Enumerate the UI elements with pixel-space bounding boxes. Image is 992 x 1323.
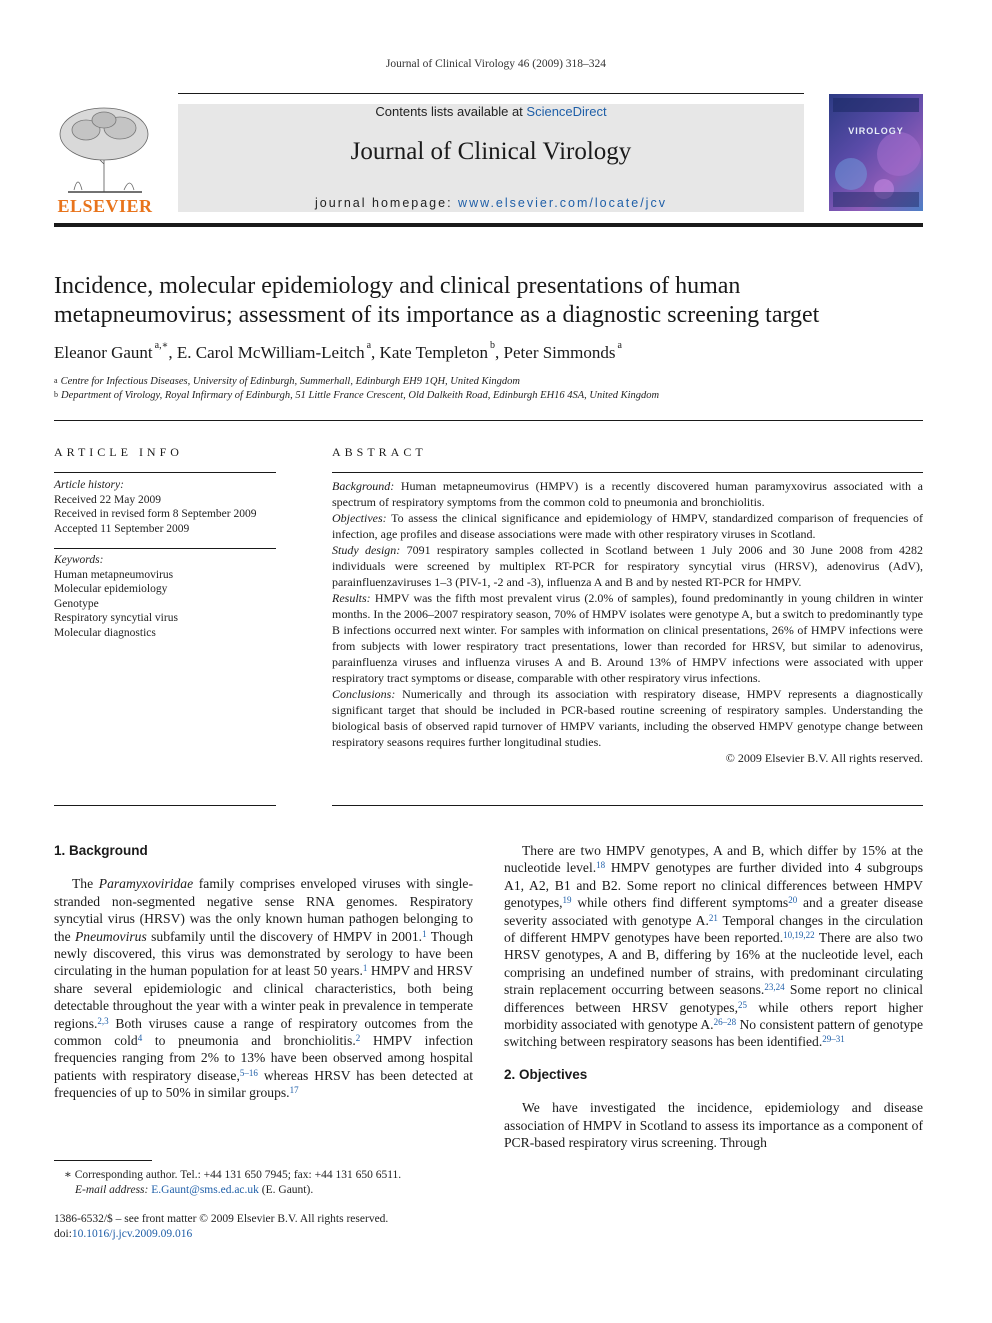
abstract-text: 7091 respiratory samples collected in Scotland between 1 July 2006 and 30 June 2008 from 4282 individuals were screened by multiplex RT-PCR for respiratory syncytial virus (HRSV), adenovirus (AdV), parainfluenzaviruses 1–3 (PIV-1, -2 and -3), influenza A and B and by nested RT-PCR for HMPV. [332,543,923,589]
doi-prefix: doi: [54,1227,72,1240]
doi-link[interactable]: 10.1016/j.jcv.2009.09.016 [71,1227,193,1240]
issn-line: 1386-6532/$ – see front matter © 2009 Elsevier B.V. All rights reserved. [54,1213,389,1225]
abstract-text: HMPV was the fifth most prevalent virus (2.0% of samples), found predominantly in young children in winter months. In the 2006–2007 respiratory season, 70% of HMPV isolates were genotype A, but a switch to predominantly type B infections occurred next winter. For samples with information on clinical presentations, 26% of HMPV infections were from subjects with lower respiratory tract presentations, lower than recorded for HRSV, but similar to adenovirus, parainfluenza viruses and influenza viruses A and B. Around 13% of HMPV infections were associated with upper respiratory tract symptoms or disease, comparable with other respiratory virus infections. [332,591,923,685]
reference-link[interactable]: 4 [137,1033,143,1044]
footnote-rule [54,1160,152,1161]
reference-link[interactable]: 29–31 [822,1034,845,1045]
history-label: Article history: [54,479,124,491]
abstract-bottom-rule [332,805,923,806]
keyword: Respiratory syncytial virus [54,612,178,624]
keywords-rule [54,548,276,549]
reference-link[interactable]: 2 [355,1033,361,1044]
author-separator: , [168,343,177,362]
author-separator: , [371,343,380,362]
body-column-right [504,842,923,1152]
front-matter [54,1212,494,1241]
abstract-text: Numerically and through its association with respiratory disease, HMPV represents a diagnostically significant target that should be included in PCR-based routine screening of respiratory samples. Understanding the biological basis of observed rapid turnover of HMPV variants, including the observed HMPV genotype change between respiratory seasons requires further longitudinal studies. [332,687,923,749]
reference-link[interactable]: 19 [562,895,572,906]
section-heading-background: 1. Background [54,843,148,858]
reference-link[interactable]: 18 [596,860,606,871]
reference-link[interactable]: 2,3 [97,1015,109,1026]
affiliation-a [54,376,934,387]
reference-link[interactable]: 25 [738,999,747,1010]
abstract-label: Results: [332,591,371,605]
homepage-line [178,196,804,210]
paragraph: We have investigated the incidence, epidemiology and disease association of HMPV in Scotland to assess its importance as a component of PCR-based respiratory virus screening. Through [504,1100,923,1151]
abstract-label: Conclusions: [332,687,396,701]
body-column-left [54,842,473,1102]
cover-art-icon [829,94,923,211]
author-affil-mark: a [366,340,372,351]
footnotes [64,1168,484,1197]
abstract-label: Study design: [332,543,401,557]
author[interactable] [54,340,169,362]
keyword: Human metapneumovirus [54,568,174,581]
abstract-label: Objectives: [332,511,387,525]
author-affil-mark: b [490,340,496,351]
keyword: Molecular epidemiology [54,583,168,595]
reference-link[interactable]: 1 [422,928,427,939]
email-label: E-mail address: [75,1183,149,1196]
paragraph: The Paramyxoviridae family comprises enveloped viruses with single-stranded non-segmented negative sense RNA genomes. Respiratory syncytial virus (HRSV) was the only known human pathogen belonging to the Pneumovirus subfamily until the discovery of HMPV in 2001.$^1$ Though newly discovered, this virus was demonstrated by serology to have been circulating in the human population for at least 50 years.$^1$ HMPV and HRSV share several epidemiologic and clinical characteristics, both being detectable throughout the year with a winter peak in prevalence in temperate regions.$^{2,3}$ Both viruses cause a range of respiratory outcomes from the common cold$^4$ to pneumonia and bronchiolitis.$^2$ HMPV infection frequencies ranging from 2% to 13% have been observed among hospital patients with respiratory disease,$^{5-16}$ whereas HRSV has been detected at frequencies of up to 50% in similar groups.$^{17}$ [54,876,474,1101]
corresponding-author: ∗ Corresponding author. Tel.: +44 131 650 7945; fax: +44 131 650 6511. [64,1169,402,1181]
reference-link[interactable]: 26–28 [713,1017,737,1028]
abstract-study-design [332,542,923,590]
affiliation-rule [54,420,923,421]
sciencedirect-link[interactable]: ScienceDirect [526,104,607,119]
reference-link[interactable]: 20 [788,895,798,906]
keywords-block [54,553,276,640]
article-history [54,478,276,536]
author-name: Eleanor Gaunt [54,343,153,362]
paragraph: There are two HMPV genotypes, A and B, which differ by 15% at the nucleotide level.$^{18}$ HMPV genotypes are further divided into 4 subgroups A1, A2, B1 and B2. Some report no clinical differences between HMPV genotypes,$^{19}$ while others find different symptoms$^{20}$ and a greater disease severity associated with genotype A.$^{21}$ Temporal changes in the circulation of different HMPV genotypes have been reported.$^{10,19,22}$ There are also two HRSV genotypes, A and B, differing by 16% at the nucleotide level, each comprising an undefined number of strains, with predominant circulating strain replacement occurring between seasons.$^{23,24}$ Some report no clinical differences between HRSV genotypes,$^{25}$ while others report higher morbidity associated with genotype A.$^{26-28}$ No consistent pattern of genotype switching between respiratory seasons has been identified.$^{29-31}$ [504,843,923,1050]
reference-link[interactable]: 1 [362,963,368,974]
reference-link[interactable]: 17 [289,1085,299,1096]
abstract-heading: ABSTRACT [332,445,427,459]
abstract-copyright: © 2009 Elsevier B.V. All rights reserved. [725,751,923,765]
affil-mark: a [54,376,58,385]
abstract-rule [332,472,923,473]
abstract-text: Human metapneumovirus (HMPV) is a recently discovered human paramyxovirus associated with a spectrum of respiratory symptoms from the common cold to pneumonia and bronchiolitis. [332,479,923,509]
journal-cover-image [829,94,923,211]
revised-date: Received in revised form 8 September 2009 [54,508,257,520]
keyword: Molecular diagnostics [54,626,156,639]
affiliation-b [54,390,934,401]
author-list [54,340,934,363]
elsevier-tree-icon [54,104,156,194]
reference-link[interactable]: 23,24 [764,982,785,993]
elsevier-logo [54,104,156,216]
journal-banner [178,104,804,212]
keyword: Genotype [54,597,99,610]
author[interactable] [503,340,622,362]
abstract-results [332,590,923,686]
journal-name: Journal of Clinical Virology [350,138,632,165]
homepage-prefix: journal homepage: [315,196,459,210]
author-affil-mark: a,∗ [154,340,169,351]
article-info-bottom-rule [54,805,276,806]
author-name: E. Carol McWilliam-Leitch [176,343,365,362]
article-title [54,272,934,330]
italic-term: Paramyxoviridae [98,876,194,892]
cover-title: VIROLOGY [848,126,904,136]
author-name: Peter Simmonds [503,343,616,362]
header-top-rule [178,93,804,94]
author-affil-mark: a [617,340,622,351]
header-thick-rule [54,223,923,227]
author-separator: , [495,343,504,362]
abstract-background [332,478,923,510]
keywords-label: Keywords: [54,554,104,566]
accepted-date: Accepted 11 September 2009 [54,522,190,535]
received-date: Received 22 May 2009 [54,493,161,506]
abstract-conclusions [332,686,923,750]
reference-link[interactable]: 21 [708,912,718,923]
italic-term: Pneumovirus [75,928,147,944]
abstract-label: Background: [332,479,395,493]
doi-line [54,1227,494,1242]
abstract-objectives [332,510,923,542]
publisher-wordmark: ELSEVIER [57,196,153,216]
author-name: Kate Templeton [379,343,489,362]
affil-text: Department of Virology, Royal Infirmary of Edinburgh, 51 Little France Crescent, Old Dalkeith Road, Edinburgh EH16 4SA, United Kingdom [61,390,660,401]
author[interactable] [176,340,372,362]
homepage-link[interactable]: www.elsevier.com/locate/jcv [458,196,667,210]
contents-prefix: Contents lists available at [375,104,527,119]
reference-link[interactable]: 10,19,22 [783,930,815,941]
email-line [64,1183,484,1198]
contents-line [178,104,804,119]
article-info-rule [54,472,276,473]
section-heading-objectives: 2. Objectives [504,1066,588,1082]
affil-mark: b [54,390,58,399]
abstract-text: To assess the clinical significance and epidemiology of HMPV, standardized comparison of frequencies of infection, age profiles and disease associations were made with other respiratory viruses in Scotland. [332,511,923,541]
abstract-body [332,478,923,766]
email-link[interactable]: E.Gaunt@sms.ed.ac.uk [151,1183,259,1196]
reference-link[interactable]: 5–16 [239,1067,258,1078]
author[interactable] [379,340,496,362]
article-info-heading: ARTICLE INFO [54,445,183,459]
journal-citation: Journal of Clinical Virology 46 (2009) 318–324 [385,58,607,70]
affil-text: Centre for Infectious Diseases, University of Edinburgh, Summerhall, Edinburgh EH9 1QH, United Kingdom [60,376,520,387]
title-line-2: metapneumovirus; assessment of its importance as a diagnostic screening target [54,302,820,328]
title-line-1: Incidence, molecular epidemiology and clinical presentations of human [54,273,741,299]
email-suffix: (E. Gaunt). [258,1183,314,1196]
